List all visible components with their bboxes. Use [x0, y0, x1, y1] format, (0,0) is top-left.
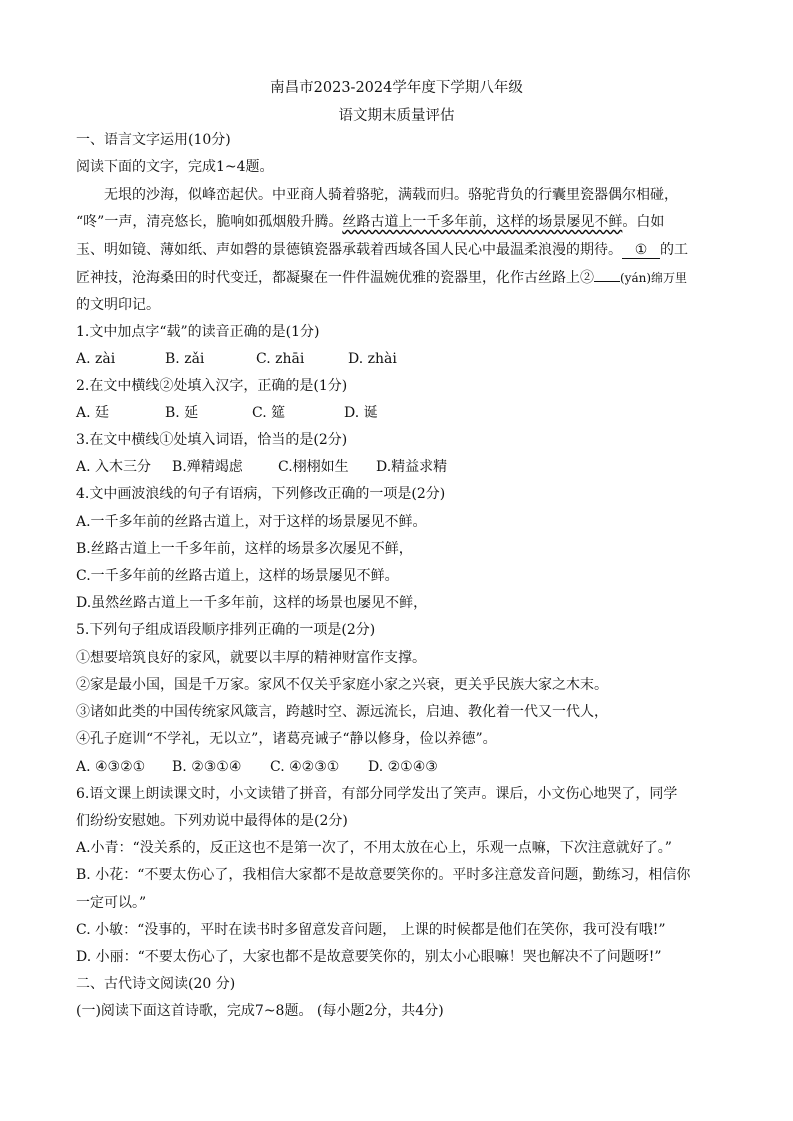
q5-option-b: B. ②③①④	[172, 759, 242, 775]
q1-option-d: D. zhài	[348, 351, 397, 367]
q6-option-b-line1: B. 小花：“不要太伤心了，我相信大家都不是故意要笑你的。平时多注意发音问题，勤练习，相信你	[76, 867, 691, 883]
q1-option-c: C. zhāi	[256, 351, 305, 367]
section1-heading: 一、语言文字运用(10分)	[76, 132, 231, 148]
passage-line-3-text: 玉、明如镜、薄如纸、声如磬的景德镇瓷器承载着西域各国人民心中最温柔浪漫的期待。	[76, 242, 622, 258]
passage-line-3	[76, 240, 688, 260]
passage-line-1: 无垠的沙海，似峰峦起伏。中亚商人骑着骆驼，满载而归。骆驼背负的行囊里瓷器偶尔相碰，	[104, 187, 678, 203]
q5-options	[76, 757, 438, 777]
passage-line-2-end: 。白如	[622, 214, 665, 230]
q1-option-b: B. zǎi	[165, 351, 205, 367]
exam-subtitle: 语文期末质量评估	[338, 108, 455, 124]
q3-option-d: D.精益求精	[376, 459, 448, 475]
q6-option-a: A.小青：“没关系的，反正这也不是第一次了，不用太放在心上，乐观一点嘛，下次注意就好了。”	[76, 840, 672, 856]
passage-line-2-text: “咚”一声，清亮悠长，脆响如孤烟般升腾。	[76, 214, 343, 230]
passage-line-4-end: (yán)绵万里	[620, 271, 688, 285]
q6-option-d: D. 小丽：“不要太伤心了，大家也都不是故意要笑你的，别太小心眼嘛！哭也解决不了问题呀!”	[76, 949, 662, 965]
q3-options	[76, 457, 447, 477]
q2-options	[76, 403, 378, 423]
passage-line-2	[76, 212, 664, 232]
q1-stem: 1.文中加点字“载”的读音正确的是(1分)	[76, 324, 320, 340]
q5-option-d: D. ②①④③	[368, 759, 438, 775]
q3-option-b: B.殚精竭虑	[172, 459, 243, 475]
q3-option-c: C.栩栩如生	[278, 459, 349, 475]
q5-sentence-1: ①想要培筑良好的家风，就要以丰厚的精神财富作支撑。	[76, 650, 426, 666]
q4-option-a: A.一千多年前的丝路古道上，对于这样的场景屡见不鲜。	[76, 514, 427, 530]
blank-1: ①	[622, 242, 660, 259]
q2-option-a: A. 廷	[76, 405, 110, 421]
q2-stem: 2.在文中横线②处填入汉字，正确的是(1分)	[76, 378, 348, 394]
passage-line-4-text: 匠神技，沧海桑田的时代变迁，都凝聚在一件件温婉优雅的瓷器里，化作古丝路上②	[76, 270, 594, 286]
q5-option-a: A. ④③②①	[76, 759, 146, 775]
q3-stem: 3.在文中横线①处填入词语，恰当的是(2分)	[76, 432, 348, 448]
section2-subheading: (一)阅读下面这首诗歌，完成7~8题。 (每小题2分，共4分)	[76, 1003, 444, 1019]
q6-option-b-line2: 一定可以。”	[76, 895, 147, 911]
q5-option-c: C. ④②③①	[270, 759, 340, 775]
passage-line-5: 的文明印记。	[76, 297, 160, 313]
passage-line-3-end: 的工	[660, 242, 688, 258]
q2-option-c: C. 筵	[252, 405, 286, 421]
passage-line-4	[76, 268, 687, 288]
q5-sentence-2: ②家是最小国，国是千万家。家风不仅关乎家庭小家之兴衰，更关乎民族大家之木末。	[76, 677, 608, 693]
q5-sentence-3: ③诸如此类的中国传统家风箴言，跨越时空、源远流长，启迪、教化着一代又一代人，	[76, 704, 608, 720]
q4-stem: 4.文中画波浪线的句子有语病，下列修改正确的一项是(2分)	[76, 486, 446, 502]
q5-stem: 5.下列句子组成语段顺序排列正确的一项是(2分)	[76, 622, 376, 638]
q6-stem-2: 们纷纷安慰她。下列劝说中最得体的是(2分)	[76, 813, 348, 829]
section1-instruction: 阅读下面的文字，完成1~4题。	[76, 159, 274, 175]
wavy-underlined-sentence: 丝路古道上一千多年前，这样的场景屡见不鲜	[342, 214, 623, 230]
blank-2	[594, 281, 620, 282]
q6-option-c: C. 小敏：“没事的，平时在读书时多留意发音问题， 上课的时候都是他们在笑你，我可没有哦!”	[76, 922, 666, 938]
q5-sentence-4: ④孔子庭训“不学礼，无以立”，诸葛亮诫子“静以修身，俭以养德”。	[76, 731, 497, 747]
section2-heading: 二、古代诗文阅读(20 分)	[76, 976, 236, 992]
q1-options	[76, 349, 397, 369]
q2-option-b: B. 延	[165, 405, 199, 421]
q4-option-c: C.一千多年前的丝路古道上，这样的场景屡见不鲜。	[76, 568, 399, 584]
q1-option-a: A. zài	[76, 351, 116, 367]
q6-stem-1: 6.语文课上朗读课文时，小文读错了拼音，有部分同学发出了笑声。课后，小文伤心地哭了，同学	[76, 786, 678, 802]
q4-option-d: D.虽然丝路古道上一千多年前，这样的场景也屡见不鲜，	[76, 595, 428, 611]
exam-title: 南昌市2023-2024学年度下学期八年级	[270, 80, 523, 96]
q2-option-d: D. 诞	[344, 405, 378, 421]
q4-option-b: B.丝路古道上一千多年前，这样的场景多次屡见不鲜，	[76, 541, 413, 557]
q3-option-a: A. 入木三分	[76, 459, 152, 475]
